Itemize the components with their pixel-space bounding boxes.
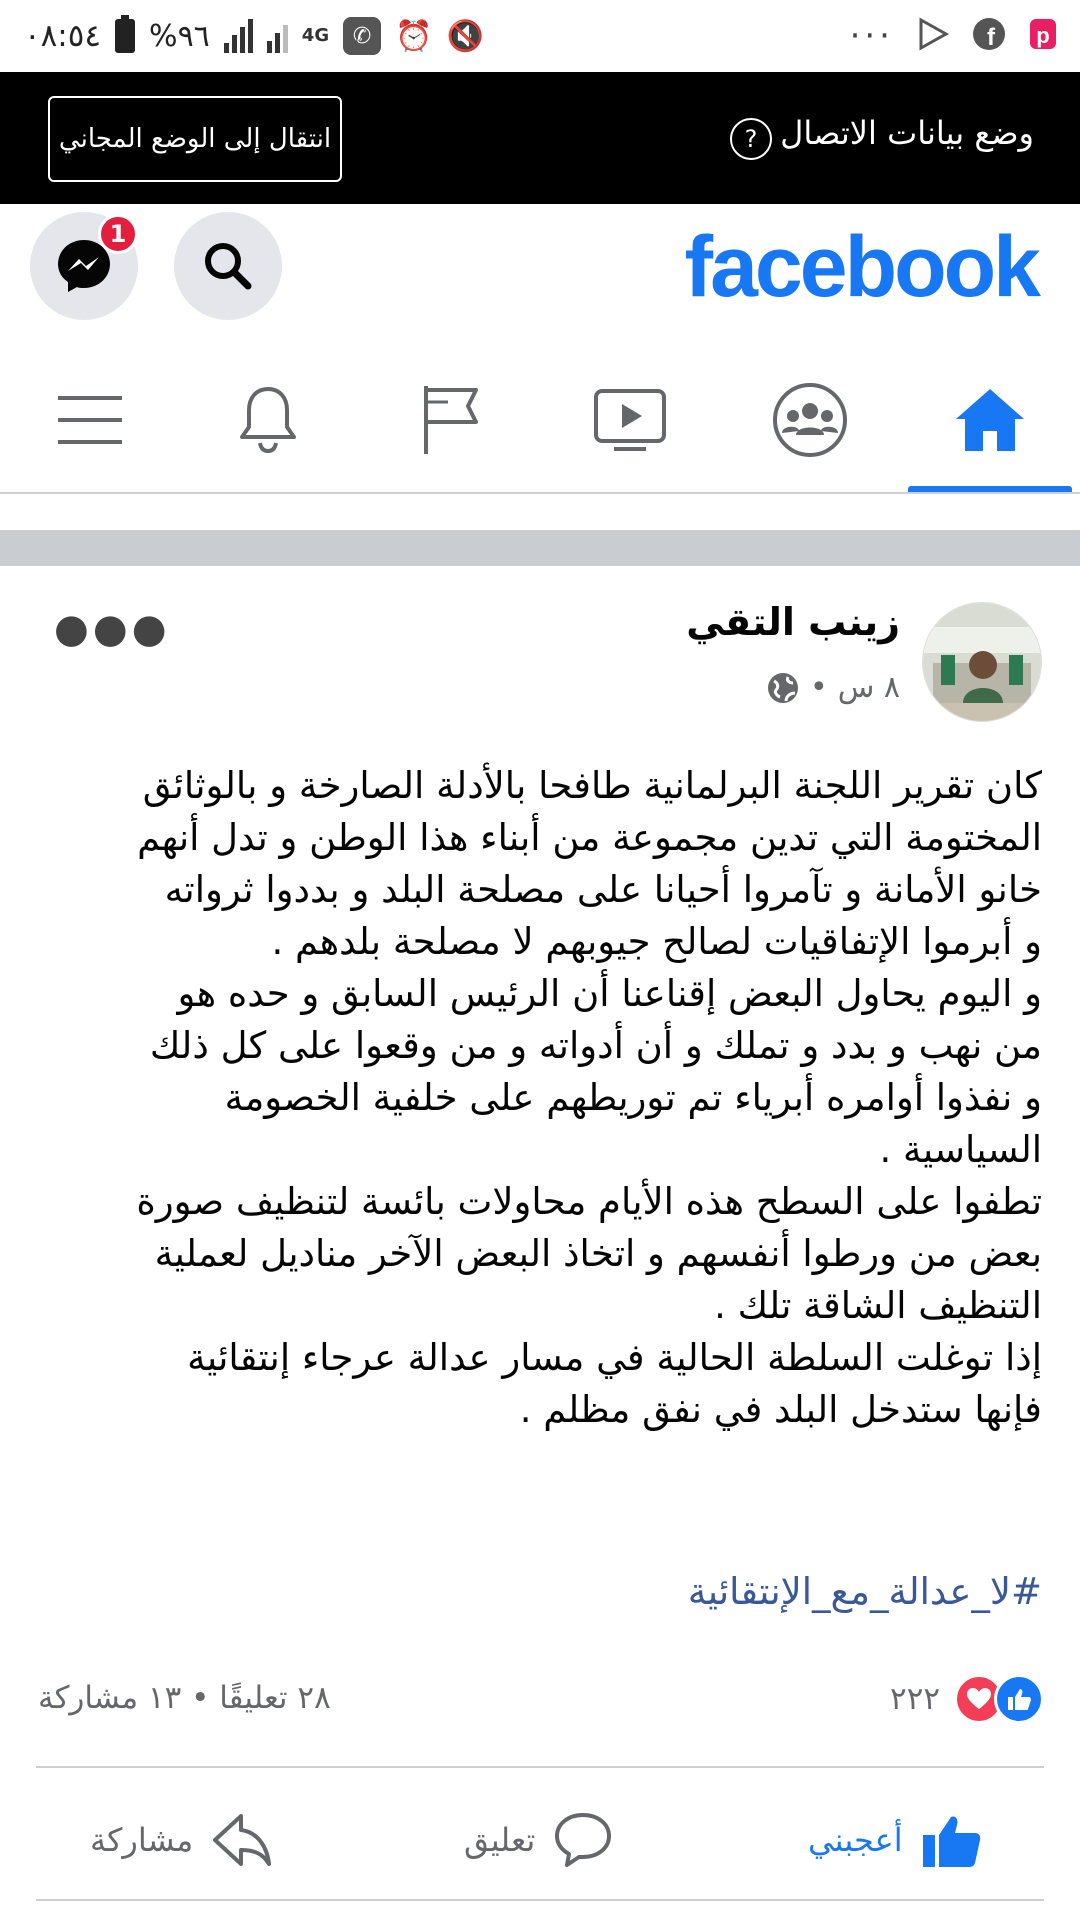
comments-shares-count[interactable]: ٢٨ تعليقًا • ١٣ مشاركة: [38, 1680, 331, 1716]
post-time[interactable]: ٨ س: [837, 670, 900, 705]
app-p-icon: [1028, 17, 1058, 55]
network-type: 4G: [301, 25, 330, 46]
search-icon: [200, 238, 256, 294]
data-mode-title: وضع بيانات الاتصال: [780, 114, 1034, 152]
data-mode-banner: [0, 72, 1080, 204]
tab-groups[interactable]: [722, 352, 898, 488]
facebook-logo[interactable]: facebook: [684, 219, 1038, 315]
share-icon: [211, 1812, 273, 1868]
svg-text:p: p: [1036, 23, 1050, 48]
home-icon: [952, 385, 1028, 455]
like-button[interactable]: [808, 1780, 983, 1900]
play-store-icon: [916, 17, 950, 55]
actions-divider-top: [36, 1766, 1044, 1768]
post-options-button[interactable]: ●●●: [54, 606, 171, 652]
battery-icon: [115, 19, 135, 53]
tab-pages[interactable]: [362, 352, 538, 488]
like-reaction-icon: [994, 1674, 1044, 1724]
tab-watch[interactable]: [542, 352, 718, 488]
comment-icon: [553, 1811, 613, 1869]
meta-separator: •: [810, 670, 828, 705]
signal-2-icon: [267, 19, 288, 53]
question-icon[interactable]: ?: [730, 118, 772, 160]
nav-divider: [0, 492, 1080, 494]
author-avatar[interactable]: [922, 602, 1042, 722]
feed-post: [0, 566, 1080, 1920]
phone-icon: ✆: [343, 17, 381, 55]
status-bar-left: [24, 0, 484, 72]
author-name[interactable]: زينب التقي: [686, 600, 900, 644]
feed-separator: [0, 530, 1080, 566]
mute-icon: 🔇: [446, 18, 484, 54]
alarm-icon: ⏰: [395, 18, 433, 54]
status-bar-right: [850, 0, 1058, 72]
video-icon: [592, 387, 668, 453]
like-label: أعجبني: [808, 1821, 903, 1859]
tab-home[interactable]: [902, 352, 1078, 488]
switch-to-free-mode-button[interactable]: انتقال إلى الوضع المجاني: [48, 96, 342, 182]
battery-level: %٩٦: [149, 18, 210, 54]
post-stats: [0, 1674, 1080, 1734]
main-nav: [0, 352, 1080, 494]
messenger-button[interactable]: [30, 212, 138, 320]
messenger-badge: 1: [98, 214, 138, 254]
more-notifications-icon: ···: [849, 16, 894, 56]
clock: ٠٨:٥٤: [24, 18, 102, 54]
groups-icon: [771, 381, 849, 459]
post-hashtag[interactable]: #لا_عدالة_مع_الإنتقائية: [687, 1570, 1042, 1613]
menu-icon: [56, 392, 124, 448]
status-bar: [0, 0, 1080, 72]
globe-icon: [766, 671, 800, 705]
actions-divider-bottom: [36, 1899, 1044, 1901]
tab-notifications[interactable]: [180, 352, 356, 488]
facebook-notif-icon: [972, 17, 1006, 55]
share-button[interactable]: [90, 1780, 273, 1900]
tab-menu[interactable]: [2, 352, 178, 488]
post-body: كان تقرير اللجنة البرلمانية طافحا بالأدلة الصارخة و بالوثائق المختومة التي تدين مجموعة من أبناء هذا الوطن و تدل أنهم خانو الأمانة و تآمروا أحيانا على مصلحة البلد و بددوا ثرواته و أبرموا الإتفاقيات لصالح جيوبهم لا مصلحة بلدهم . و اليوم يحاول البعض إقناعنا أن الرئيس السابق و حده هو من نهب و بدد و تملك و أن أدواته و من وقعوا على كل ذلك و نفذوا أوامره أبرياء تم توريطهم على خلفية الخصومة السياسية . تطفوا على السطح هذه الأيام محاولات بائسة لتنظيف صورة بعض من ورطوا أنفسهم و اتخاذ البعض الآخر مناديل لعملية التنظيف الشاقة تلك . إذا توغلت السلطة الحالية في مسار عدالة عرجاء إنتقائية فإنها ستدخل البلد في نفق مظلم .: [136, 764, 1042, 1431]
app-header: [0, 204, 1080, 334]
bell-icon: [234, 383, 302, 457]
reactions-summary[interactable]: [890, 1674, 1044, 1724]
signal-icon: [224, 19, 253, 53]
post-actions: [0, 1780, 1080, 1900]
comment-button[interactable]: [464, 1780, 613, 1900]
comment-label: تعليق: [464, 1821, 536, 1859]
reaction-count: ٢٢٢: [890, 1681, 940, 1717]
svg-text:f: f: [987, 24, 995, 51]
search-button[interactable]: [174, 212, 282, 320]
post-meta: [766, 670, 900, 705]
flag-icon: [418, 382, 482, 458]
thumbs-up-icon: [921, 1811, 983, 1869]
share-label: مشاركة: [90, 1821, 194, 1859]
